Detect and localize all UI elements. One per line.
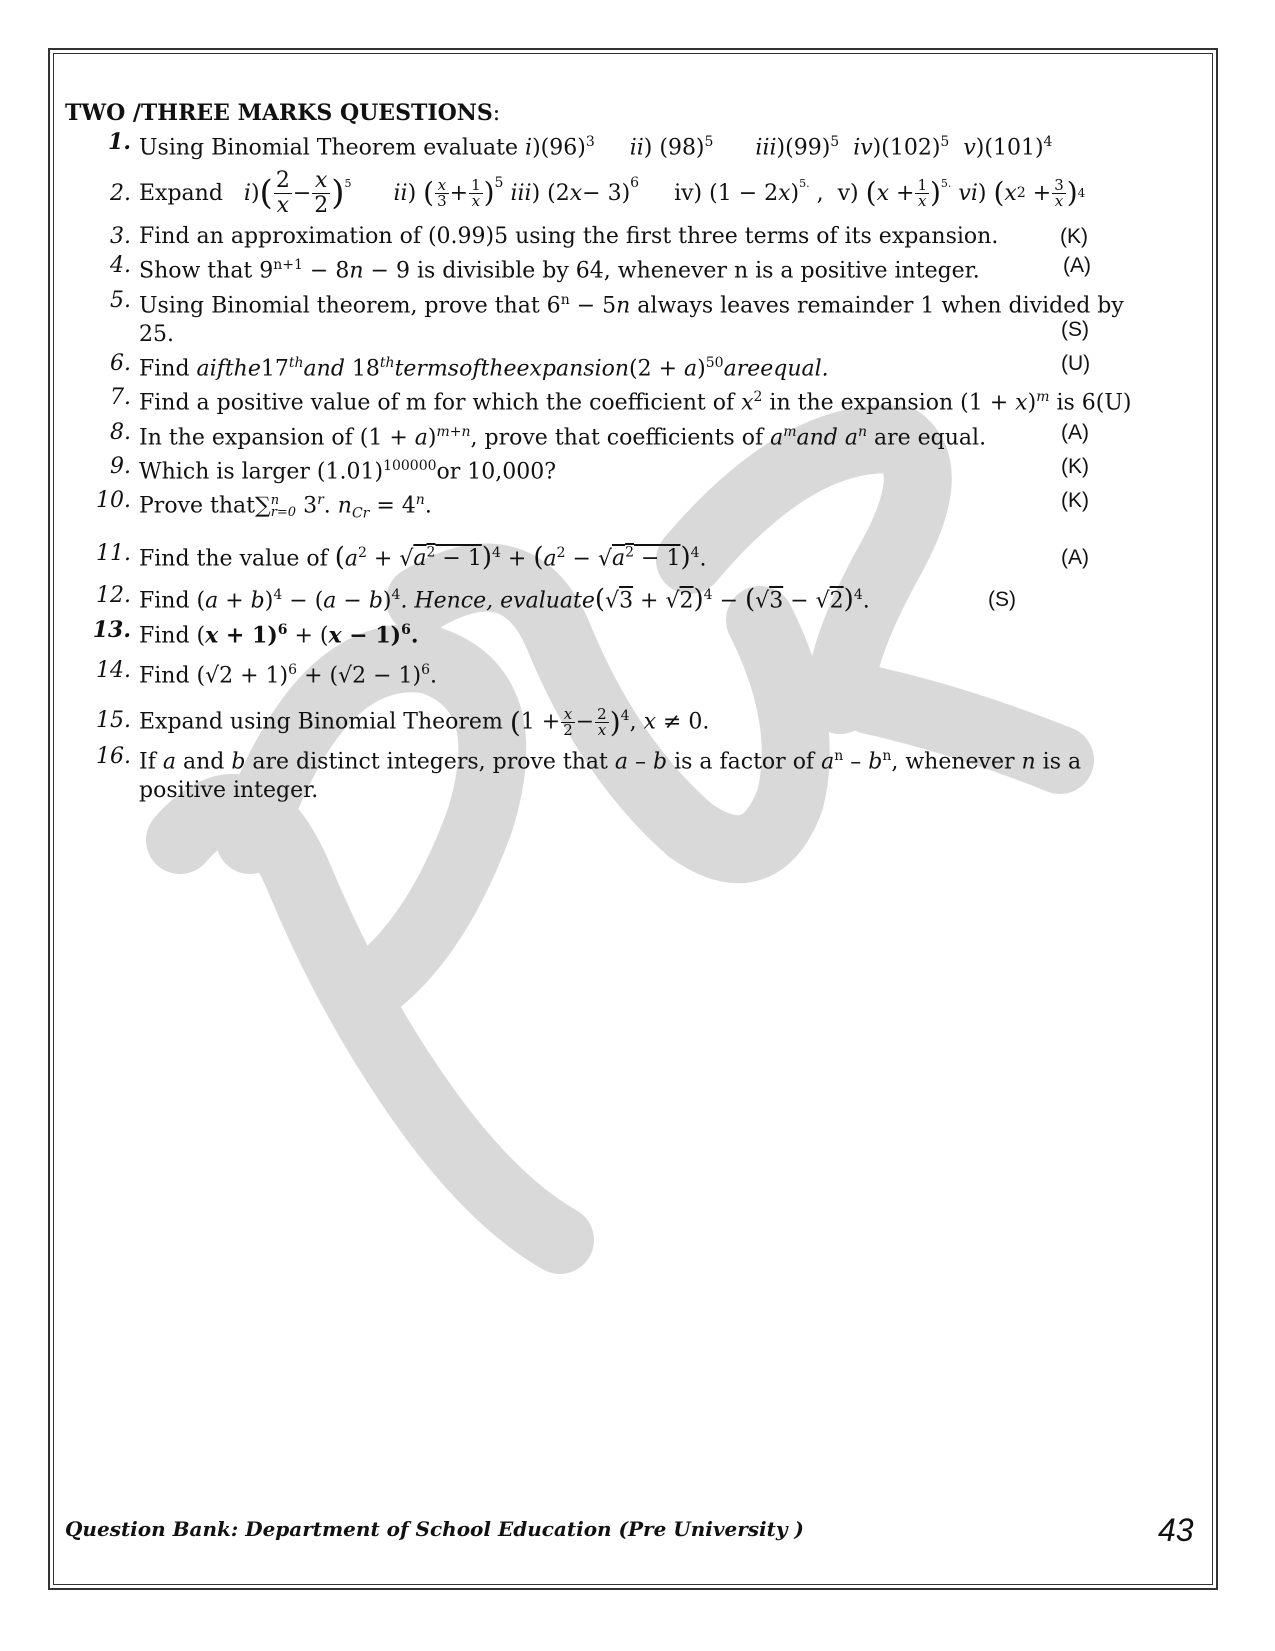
- level-tag: (K): [1061, 489, 1089, 513]
- question-7: [65, 383, 1210, 417]
- question-text: Find $(a + b)^4 - (a - b)^4$. Hence, evaluate(√3 + $√2)^4 - (√3 - √2)^4$.: [139, 584, 870, 615]
- question-list: [65, 100, 1210, 805]
- question-1: [65, 128, 1210, 162]
- question-number: 11.: [96, 541, 131, 567]
- question-text: If a and b are distinct integers, prove that a – b is a factor of $a^n - b^n$, whenever n is a positive integer.: [139, 748, 1082, 804]
- question-text: Find aifthe17thand 18thtermsoftheexpansion(2 + a)$^{50}$areequal.: [139, 354, 829, 382]
- question-text: Expand i ) ( $\frac{2}{x}$ − $\frac{x}{2}$ ) $^5$ ii ) ( $\frac{x}{3}$ + $\frac{1}{x}$ ) $^5$ iii ) (2 x − 3) $^6$ iv) (1 − 2 x ) $^{5.}$ , v) ( x + $\frac{1}{x}$ ) $^{5.}$ vi ) ( x 2 + $\frac{3}{x}$ ) 4: [139, 167, 1086, 218]
- level-tag: (U): [1061, 351, 1091, 375]
- question-number: 14.: [96, 658, 131, 683]
- question-number: 4.: [110, 253, 131, 279]
- question-4: [65, 251, 1210, 285]
- question-text: Find an approximation of (0.99)5 using the first three terms of its expansion.: [139, 224, 999, 250]
- question-text: Using Binomial theorem, prove that $6^n - 5n$ always leaves remainder 1 when divided by 25.: [139, 291, 1124, 347]
- question-number: 15.: [96, 707, 131, 733]
- question-11: [65, 539, 1210, 573]
- level-tag: (A): [1063, 254, 1091, 278]
- page-number: 43: [1158, 1512, 1194, 1548]
- level-tag: (S): [988, 588, 1016, 612]
- question-number: 16.: [96, 744, 131, 770]
- question-number: 13.: [92, 616, 131, 643]
- level-tag: (S): [1061, 317, 1089, 341]
- question-15: [65, 702, 1210, 738]
- question-12: [65, 581, 1210, 615]
- footer-text: Question Bank: Department of School Education (Pre University ): [65, 1517, 804, 1541]
- question-text: Find $(x + 1)^6 + (x - 1)^6$.: [139, 621, 419, 648]
- section-heading: TWO /THREE MARKS QUESTIONS:: [65, 100, 501, 126]
- question-number: 2.: [110, 180, 131, 206]
- question-number: 5.: [110, 287, 131, 313]
- question-8: [65, 418, 1210, 452]
- question-number: 3.: [110, 224, 131, 250]
- question-number: 8.: [110, 419, 131, 445]
- question-number: 6.: [110, 350, 131, 376]
- question-9: [65, 452, 1210, 486]
- question-6: [65, 349, 1210, 383]
- question-16: [65, 742, 1210, 805]
- question-10: [65, 486, 1210, 529]
- question-3: [65, 222, 1210, 251]
- question-text: Find a positive value of m for which the coefficient of $x^2$ in the expansion $(1 + x)^m$ is 6(U): [139, 389, 1132, 416]
- question-text: Expand using Binomial Theorem (1 + $\frac{x}{2}$ − $\frac{2}{x}$ )$^4$, x ≠ 0.: [139, 705, 710, 740]
- question-text: Which is larger $(1.01)^{100000}or$ 10,000?: [139, 457, 557, 485]
- question-text: Using Binomial Theorem evaluate $i)(96)^3$ ii) $(98)^5$ $iii)(99)^5$ $iv)(102)^5$ $v)(101)^4$: [139, 134, 1053, 161]
- question-number: 1.: [108, 129, 131, 155]
- question-5: [65, 286, 1210, 349]
- question-2: [65, 168, 1210, 218]
- question-number: 9.: [110, 453, 131, 479]
- question-number: 12.: [96, 583, 131, 609]
- question-number: 10.: [96, 488, 131, 514]
- question-text: Show that $9^{n+1} - 8n - 9$ is divisible by 64, whenever n is a positive integer.: [139, 257, 980, 284]
- question-text: Prove that∑ n r=0 3$^r$. $n_{Cr} = 4^n$.: [139, 492, 432, 523]
- question-14: [65, 656, 1210, 690]
- level-tag: (A): [1061, 546, 1089, 570]
- level-tag: (A): [1061, 420, 1089, 444]
- question-text: In the expansion of $(1 + a)^{m+n}$, prove that coefficients of $a^mand$ $a^n$ are equal.: [139, 423, 987, 450]
- question-13: [65, 616, 1210, 650]
- level-tag: (K): [1060, 225, 1088, 249]
- question-text: Find $(√2 + 1)^6 + (√2 - 1)^6$.: [139, 662, 438, 689]
- level-tag: (K): [1061, 454, 1089, 478]
- question-text: Find the value of $(a^2 + √a^2 - 1)^4 + (a^2 - √a^2 - 1)^4$.: [139, 542, 707, 573]
- question-number: 7.: [110, 385, 131, 411]
